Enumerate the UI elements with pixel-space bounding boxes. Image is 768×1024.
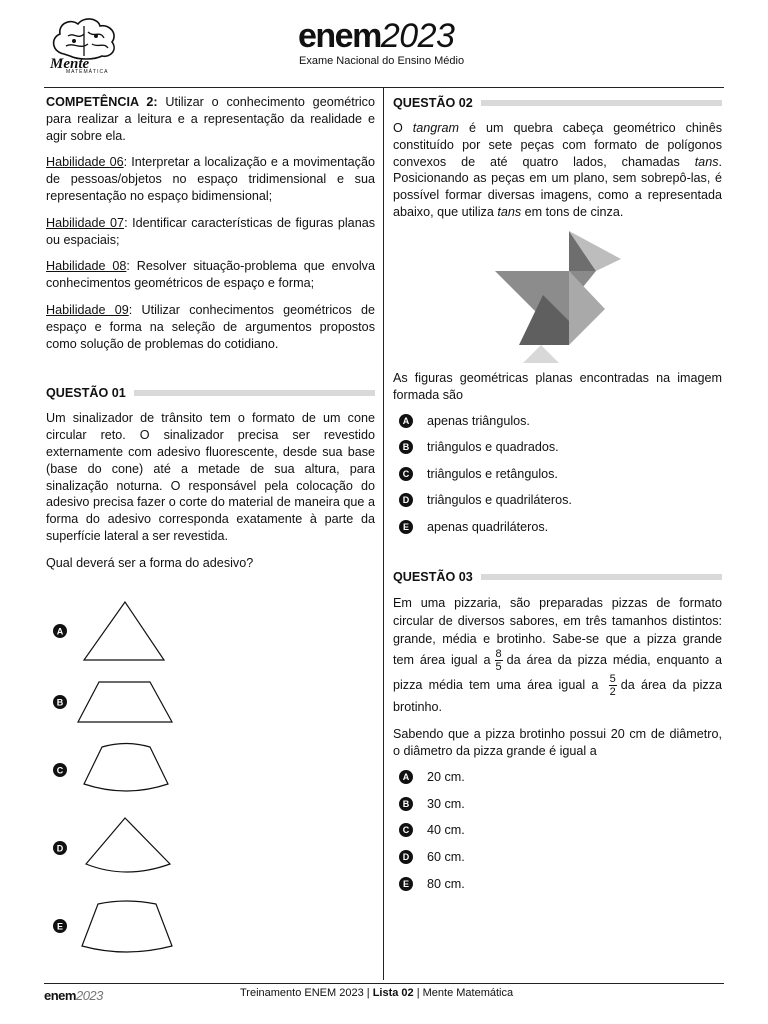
right-column — [393, 94, 722, 897]
tan-large-triangle-2 — [569, 271, 605, 345]
q3-option-a[interactable]: A 20 cm. — [393, 764, 722, 791]
svg-text:C: C — [56, 765, 64, 776]
q2-option-c[interactable]: C triângulos e retângulos. — [393, 461, 722, 488]
question-01-text: Um sinalizador de trânsito tem o formato de um cone circular reto. O sinalizador precisa ser revestido externamente com adesivo fluorescente, desde sua base (base do cone) até a metade de sua altura, para sinalização noturna. O responsável pela colocação do adesivo precisa fazer o corte do material de maneira que a forma do adesivo corresponda exatamente à parte da superfície lateral a ser revestida. — [46, 411, 375, 543]
footer-text: Treinamento ENEM 2023 | Lista 02 | Mente Matemática — [240, 987, 514, 999]
q3-option-e[interactable]: E 80 cm. — [393, 870, 722, 897]
question-03-text: Em uma pizzaria, são preparadas pizzas de formato circular de diversos sabores, em três tamanhos distintos: grande, média e brotinho. Sabe-se que a pizza grande tem área igual a $\frac{8}{5}$ da área da pizza média, enquanto a pizza média tem uma área igual a $\frac{5}{2}$ da área da pizza brotinho. — [393, 596, 723, 715]
column-divider — [383, 87, 384, 980]
option-c-annular-sector[interactable] — [46, 736, 196, 816]
question-01-heading: QUESTÃO 01 — [46, 384, 375, 402]
question-03-heading: QUESTÃO 03 — [393, 568, 722, 586]
option-a-triangle[interactable] — [46, 598, 196, 678]
header-divider — [44, 87, 724, 88]
page-title: enem2023 — [298, 17, 455, 55]
q2-option-d[interactable]: D triângulos e quadriláteros. — [393, 487, 722, 514]
question-02-heading: QUESTÃO 02 — [393, 94, 722, 112]
footer-divider — [44, 983, 724, 984]
question-02-prompt: As figuras geométricas planas encontradas na imagem formada são — [393, 370, 722, 402]
tangram-duck-figure — [393, 221, 722, 365]
question-03-prompt: Sabendo que a pizza brotinho possui 20 cm de diâmetro, o diâmetro da pizza grande é igual a — [393, 727, 722, 759]
left-column — [46, 94, 375, 572]
habilidade-08: Habilidade 08: Resolver situação-problema que envolva conhecimentos geométricos de espaço e forma; — [46, 259, 375, 291]
logo-name: Mente — [50, 56, 90, 72]
q2-option-e[interactable]: E apenas quadriláteros. — [393, 514, 722, 541]
q3-option-d[interactable]: D 60 cm. — [393, 844, 722, 871]
habilidade-07: Habilidade 07: Identificar características de figuras planas ou espaciais; — [46, 215, 375, 247]
habilidade-06: Habilidade 06: Interpretar a localização e a movimentação de pessoas/objetos no espaço tridimensional e sua representação no espaço bidimensional; — [46, 155, 375, 203]
option-e-annular-sector[interactable] — [46, 892, 196, 972]
question-01-prompt: Qual deverá ser a forma do adesivo? — [46, 555, 254, 570]
competencia-text: COMPETÊNCIA 2: Utilizar o conhecimento geométrico para realizar a leitura e a representação da realidade e agir sobre ela. — [46, 95, 375, 143]
q3-option-b[interactable]: B 30 cm. — [393, 791, 722, 818]
footer-logo: enem2023 — [44, 988, 103, 1003]
q3-option-c[interactable]: C 40 cm. — [393, 817, 722, 844]
q2-option-a[interactable]: A apenas triângulos. — [393, 407, 722, 434]
svg-text:D: D — [56, 843, 64, 854]
fraction-8-5: $\frac{8}{5}$ — [495, 648, 502, 674]
svg-text:A: A — [56, 626, 64, 637]
svg-text:E: E — [56, 921, 64, 932]
logo-subtitle: MATEMÁTICA — [66, 69, 109, 75]
habilidade-09: Habilidade 09: Utilizar conhecimentos geométricos de espaço e forma na seleção de argumentos propostos como solução de problemas do cotidiano. — [46, 302, 375, 351]
fraction-5-2: $\frac{5}{2}$ — [609, 673, 616, 699]
svg-text:B: B — [56, 697, 64, 708]
q2-option-b[interactable]: B triângulos e quadrados. — [393, 434, 722, 461]
tan-feet-triangle — [523, 345, 559, 363]
option-d-circular-sector[interactable] — [46, 812, 196, 892]
question-02-text: O tangram é um quebra cabeça geométrico chinês constituído por sete peças com formato de polígonos convexos de até quatro lados, chamadas tans. Posicionando as peças em um plano, sem sobrepô-las, é possível formar diversas imagens, como a representada abaixo, que utiliza tans em tons de cinza. — [393, 121, 722, 219]
page-subtitle: Exame Nacional do Ensino Médio — [299, 55, 465, 67]
